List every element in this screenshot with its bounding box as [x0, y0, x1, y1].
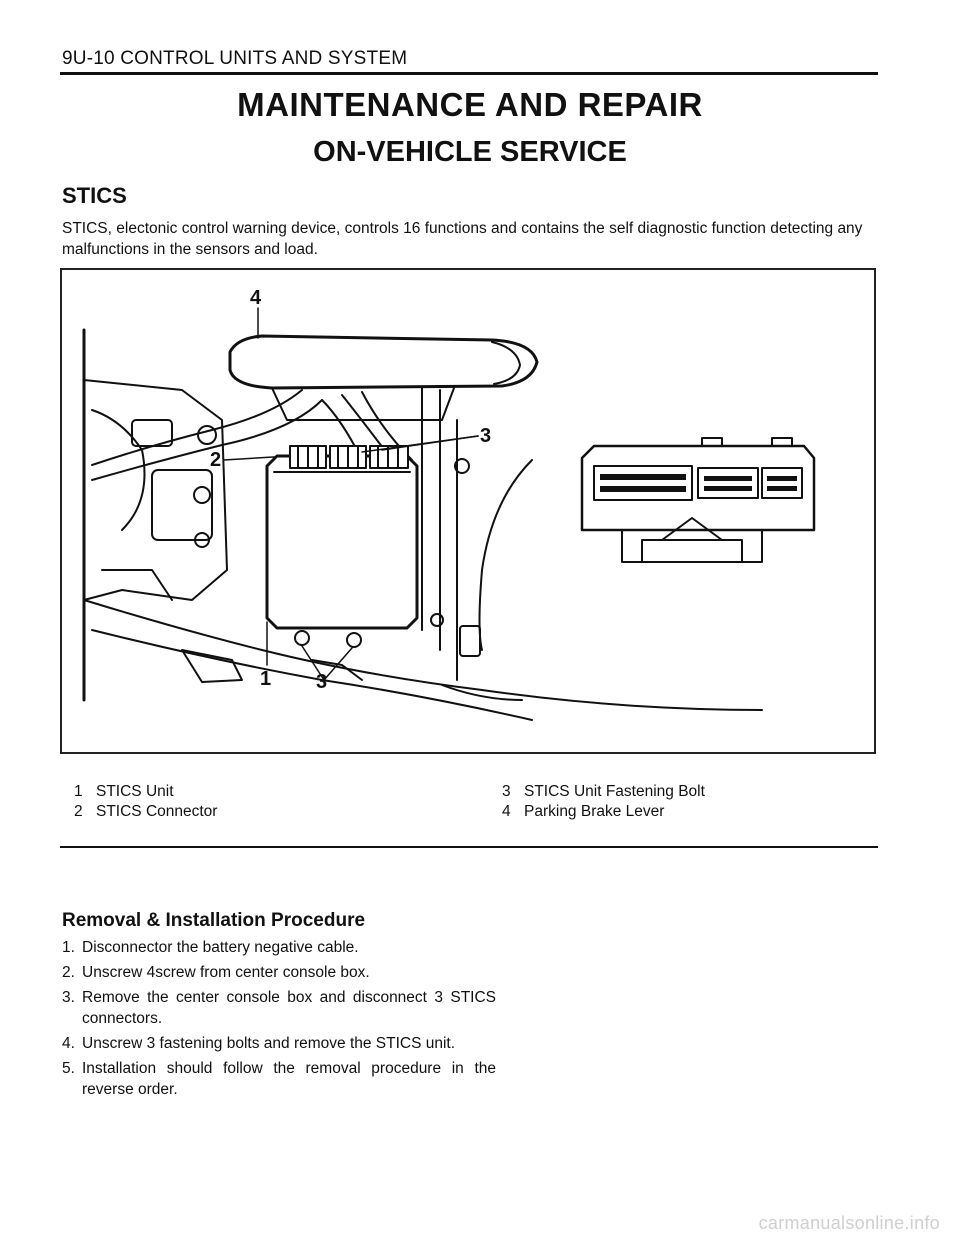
procedure-step: 4. Unscrew 3 fastening bolts and remove the STICS unit.: [62, 1035, 456, 1052]
procedure-step: 5. Installation should follow the removal procedure in the reverse order.: [62, 1060, 496, 1098]
callout-2: 2: [210, 449, 222, 471]
legend-item-3: 3 STICS Unit Fastening Bolt: [502, 783, 705, 800]
callout-3-top: 3: [480, 425, 492, 447]
header-rule: [60, 72, 878, 75]
page-header: 9U-10 CONTROL UNITS AND SYSTEM: [62, 48, 408, 69]
callout-4: 4: [250, 287, 262, 309]
procedure-step: 2. Unscrew 4screw from center console box.: [62, 964, 370, 981]
stics-illustration: [62, 270, 874, 752]
page-title: MAINTENANCE AND REPAIR: [237, 86, 703, 123]
legend-item-4: 4 Parking Brake Lever: [502, 803, 665, 820]
procedure-title: Removal & Installation Procedure: [62, 910, 366, 931]
section-rule: [60, 846, 878, 848]
procedure-steps: [62, 937, 496, 1104]
legend-item-1: 1 STICS Unit: [74, 783, 174, 800]
stics-figure: [60, 268, 876, 754]
section-heading: STICS: [62, 183, 127, 208]
callout-3-bottom: 3: [316, 671, 328, 693]
callout-1: 1: [260, 668, 272, 690]
section-intro: STICS, electonic control warning device, controls 16 functions and contains the self diagnostic function detecting any malfunctions in the sensors and load.: [62, 220, 863, 258]
watermark: carmanualsonline.info: [758, 1213, 940, 1233]
legend-item-2: 2 STICS Connector: [74, 803, 218, 820]
procedure-step: 3. Remove the center console box and disconnect 3 STICS connectors.: [62, 989, 496, 1027]
procedure-step: 1. Disconnector the battery negative cable.: [62, 939, 359, 956]
page-subtitle: ON-VEHICLE SERVICE: [313, 136, 627, 168]
